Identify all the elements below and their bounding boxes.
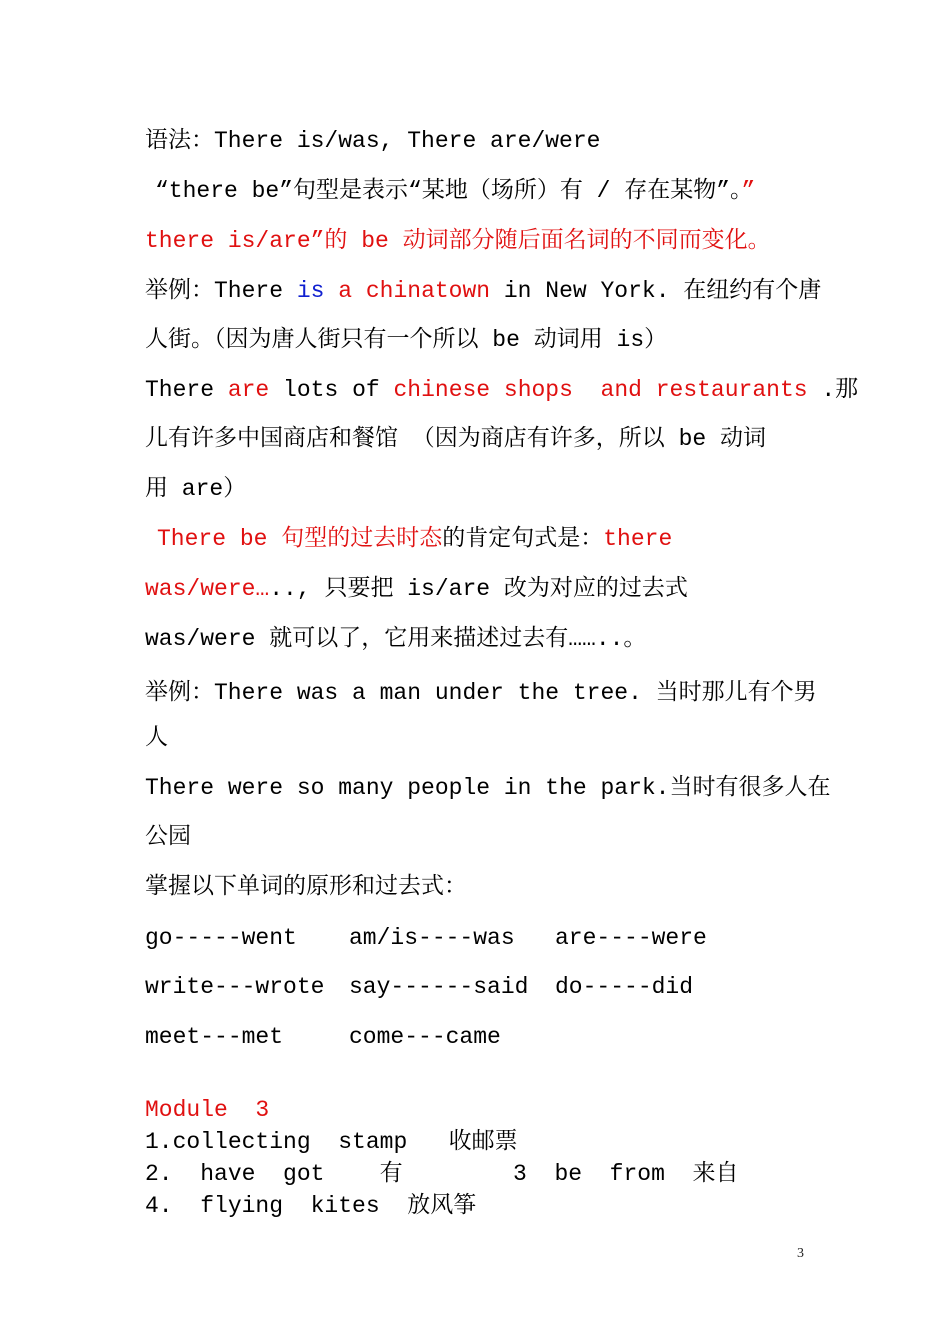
example3-line3: There were so many people in the park.当时有很多人在 bbox=[145, 775, 831, 801]
example3-line2: 人 bbox=[145, 725, 168, 751]
vocab-title: 掌握以下单词的原形和过去式： bbox=[145, 874, 467, 900]
example1-is: is bbox=[296, 278, 325, 304]
example2-line2: 儿有许多中国商店和餐馆 （因为商店有许多，所以 be 动词 bbox=[145, 426, 767, 452]
vocab-cell: am/is----was bbox=[349, 925, 515, 951]
example2-p1: There bbox=[145, 377, 228, 403]
example1-chinatown: a chinatown bbox=[338, 278, 491, 304]
past-tense-line1 bbox=[157, 524, 672, 554]
example1-rest: in New York. 在纽约有个唐 bbox=[490, 278, 822, 304]
past-was-were: was/were… bbox=[145, 576, 270, 602]
past-intro-black: 的肯定句式是： bbox=[442, 526, 604, 552]
there-be-definition bbox=[155, 176, 755, 206]
module-title: Module 3 bbox=[145, 1097, 270, 1123]
example1-space bbox=[324, 278, 338, 304]
module-item: 1.collecting stamp 收邮票 bbox=[145, 1129, 518, 1155]
example3-line1: 举例：There was a man under the tree. 当时那儿有个男 bbox=[145, 680, 817, 706]
example2-p3: .那 bbox=[807, 377, 859, 403]
vocab-cell: write---wrote bbox=[145, 974, 325, 1000]
module-item: 2. have got 有 3 be from 来自 bbox=[145, 1161, 739, 1187]
vocab-cell: are----were bbox=[555, 925, 707, 951]
past-tense-line2 bbox=[145, 574, 688, 604]
vocab-cell: come---came bbox=[349, 1024, 501, 1050]
past-intro-red: There be 句型的过去时态 bbox=[157, 526, 443, 552]
page-number: 3 bbox=[797, 1246, 804, 1261]
example1-prefix: 举例：There bbox=[145, 278, 297, 304]
vocab-cell: go-----went bbox=[145, 925, 297, 951]
example1-line2: 人街。（因为唐人街只有一个所以 be 动词用 is） bbox=[145, 327, 668, 353]
example3-line4: 公园 bbox=[145, 824, 191, 850]
definition-text: “there be”句型是表示“某地（场所）有 / 存在某物”。 bbox=[155, 178, 742, 204]
example2-line1 bbox=[145, 375, 858, 405]
past-tense-line3: was/were 就可以了，它用来描述过去有……..。 bbox=[145, 626, 647, 652]
example2-are: are bbox=[227, 377, 270, 403]
grammar-heading: 语法：There is/was, There are/were bbox=[145, 128, 601, 154]
past-line2-rest: .., 只要把 is/are 改为对应的过去式 bbox=[269, 576, 688, 602]
past-there: there bbox=[603, 526, 673, 552]
definition-quote: ” bbox=[741, 178, 756, 204]
there-be-rule: there is/are”的 be 动词部分随后面名词的不同而变化。 bbox=[145, 228, 771, 254]
vocab-cell: meet---met bbox=[145, 1024, 284, 1050]
example2-line3: 用 are） bbox=[145, 476, 247, 502]
example2-shops: chinese shops and restaurants bbox=[393, 377, 808, 403]
vocab-cell: say------said bbox=[349, 974, 529, 1000]
example2-p2: lots of bbox=[269, 377, 394, 403]
example1-line1 bbox=[145, 276, 821, 306]
module-item: 4. flying kites 放风筝 bbox=[145, 1193, 477, 1219]
vocab-cell: do-----did bbox=[555, 974, 694, 1000]
